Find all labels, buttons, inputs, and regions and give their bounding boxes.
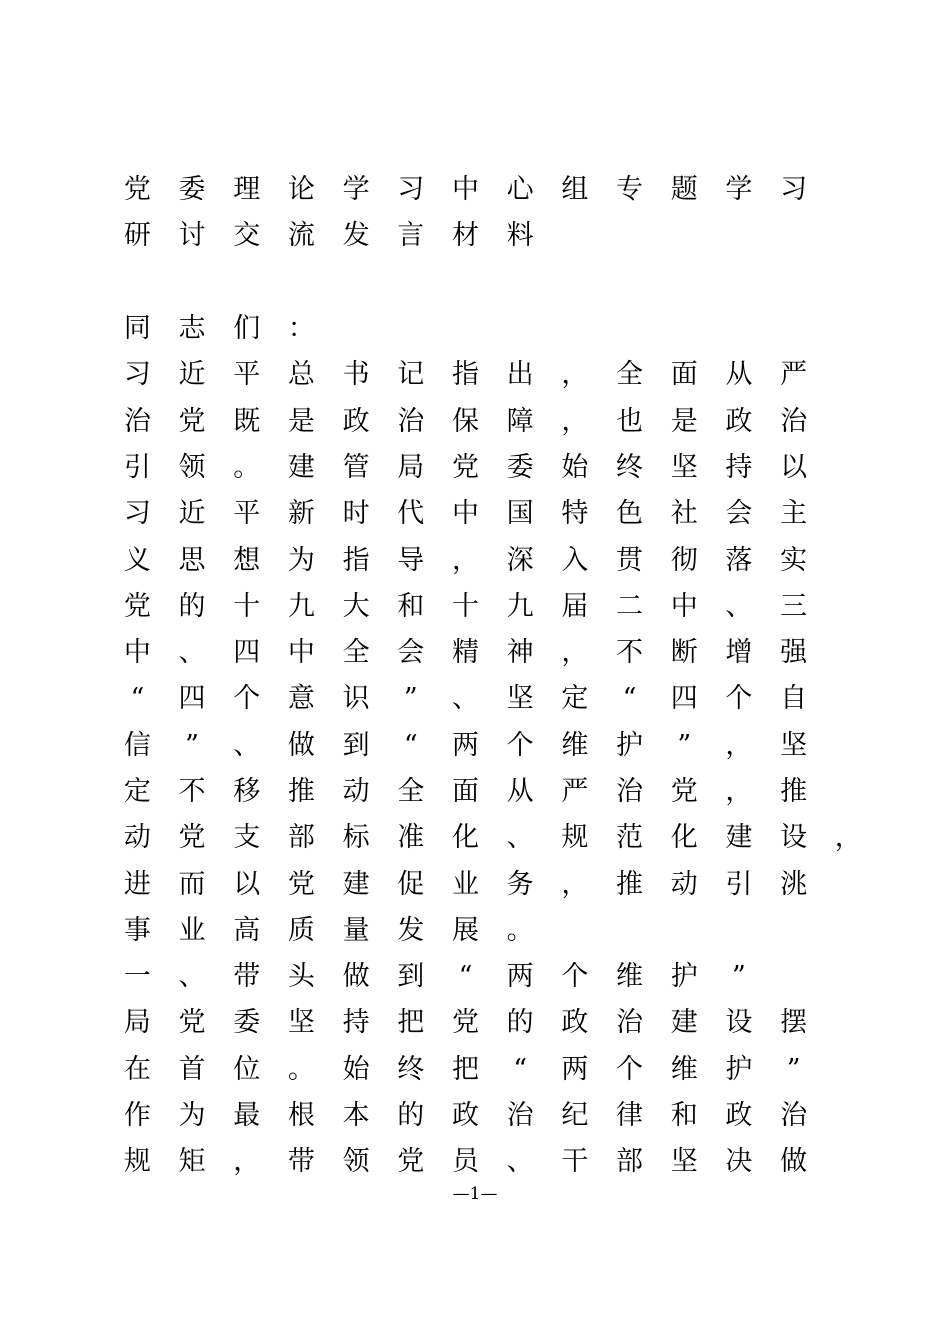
text-char: 把 [397, 1007, 425, 1039]
text-char: 。 [287, 1053, 315, 1085]
text-char: 带 [287, 1146, 315, 1178]
text-char: 、 [451, 683, 479, 715]
text-char: 坚 [287, 1007, 315, 1039]
text-char: 从 [725, 359, 753, 391]
text-char: 学 [725, 174, 753, 206]
text-char: 近 [178, 359, 206, 391]
text-char: 政 [561, 1007, 589, 1039]
text-char: 既 [233, 405, 261, 437]
text-char: 治 [397, 405, 425, 437]
text-char: 强 [780, 637, 808, 669]
text-char: ， [561, 868, 589, 900]
text-char: 是 [287, 405, 315, 437]
text-char: 坚 [670, 1146, 698, 1178]
body-line [110, 1047, 870, 1093]
text-char: 特 [561, 498, 589, 530]
text-char: 纪 [561, 1100, 589, 1132]
text-char: 材 [451, 220, 479, 252]
text-char: 九 [506, 590, 534, 622]
text-char: 全 [342, 637, 370, 669]
text-char: 为 [287, 544, 315, 576]
text-char: 政 [342, 405, 370, 437]
text-char: 个 [233, 683, 261, 715]
text-char: 同 [123, 313, 151, 345]
text-char: 志 [178, 313, 206, 345]
text-char: 中 [123, 637, 151, 669]
text-char: 理 [233, 174, 261, 206]
text-char: ” [403, 683, 418, 715]
text-char: 交 [233, 220, 261, 252]
text-char: 心 [506, 174, 534, 206]
text-char: 习 [123, 498, 151, 530]
body-line [110, 445, 870, 491]
text-char: 研 [123, 220, 151, 252]
text-char: 从 [506, 776, 534, 807]
text-char: 导 [397, 544, 425, 576]
text-char: 、 [178, 961, 206, 993]
text-char: 义 [123, 544, 151, 576]
text-char: 务 [506, 868, 534, 900]
text-char: 持 [342, 1007, 370, 1039]
text-char: ， [561, 637, 589, 669]
text-char: 们 [233, 313, 261, 345]
text-char: 业 [451, 868, 479, 900]
text-char: 平 [233, 498, 261, 530]
text-char: 作 [123, 1100, 151, 1132]
text-char: 面 [670, 359, 698, 391]
text-char: 、 [506, 1146, 534, 1178]
text-char: 部 [287, 822, 315, 854]
text-char: 管 [342, 451, 370, 483]
text-char: 十 [451, 590, 479, 622]
body-line [110, 260, 870, 306]
text-char: 推 [287, 776, 315, 807]
text-char: 、 [178, 637, 206, 669]
text-char: 个 [725, 683, 753, 715]
text-char: 新 [287, 498, 315, 530]
text-char: 学 [342, 174, 370, 206]
text-char: ， [725, 729, 753, 761]
text-char: 入 [561, 544, 589, 576]
text-char: 范 [616, 822, 644, 854]
text-char: 党 [123, 174, 151, 206]
text-char: 记 [397, 359, 425, 391]
text-char: 首 [178, 1053, 206, 1085]
text-char: 三 [780, 590, 808, 622]
text-char: 指 [342, 544, 370, 576]
document-text [110, 167, 870, 1186]
text-char: 动 [670, 868, 698, 900]
text-char: ： [287, 313, 315, 345]
text-char: 题 [670, 174, 698, 206]
text-char: 中 [451, 498, 479, 530]
text-char: 国 [506, 498, 534, 530]
text-char: 治 [506, 1100, 534, 1132]
text-char: 定 [123, 776, 151, 807]
text-char: 政 [451, 1100, 479, 1132]
text-char: 言 [397, 220, 425, 252]
text-char: 色 [616, 498, 644, 530]
text-char: 建 [287, 451, 315, 483]
text-char: 维 [616, 961, 644, 993]
text-char: 习 [123, 359, 151, 391]
text-char: 党 [451, 451, 479, 483]
text-char: 始 [561, 451, 589, 483]
body-line [110, 908, 870, 954]
text-char: 定 [561, 683, 589, 715]
body-line [110, 1093, 870, 1139]
text-char: 四 [670, 683, 698, 715]
text-char: 局 [123, 1007, 151, 1039]
text-char: 指 [451, 359, 479, 391]
text-char: ， [834, 822, 862, 854]
text-char: 时 [342, 498, 370, 530]
text-char: 两 [451, 729, 479, 761]
text-char: 量 [342, 914, 370, 946]
text-char: 护 [725, 1053, 753, 1085]
text-char: 会 [725, 498, 753, 530]
text-char: 干 [561, 1146, 589, 1178]
text-char: 思 [178, 544, 206, 576]
text-char: “ [403, 729, 418, 761]
text-char: 中 [670, 590, 698, 622]
text-char: 十 [233, 590, 261, 622]
text-char: 习 [780, 174, 808, 206]
text-char: 二 [616, 590, 644, 622]
text-char: 治 [616, 1007, 644, 1039]
text-char: 把 [451, 1053, 479, 1085]
text-char: ， [561, 405, 589, 437]
text-char: 大 [342, 590, 370, 622]
text-char: 治 [616, 776, 644, 807]
text-char: 律 [616, 1100, 644, 1132]
text-char: 党 [178, 822, 206, 854]
text-char: 断 [670, 637, 698, 669]
text-char: 推 [780, 776, 808, 807]
text-char: 也 [616, 405, 644, 437]
text-char: 治 [780, 405, 808, 437]
text-char: 建 [670, 1007, 698, 1039]
text-char: 引 [123, 451, 151, 483]
text-char: 发 [342, 220, 370, 252]
text-char: 以 [233, 868, 261, 900]
body-line [110, 815, 870, 861]
text-char: 设 [780, 822, 808, 854]
text-char: 近 [178, 498, 206, 530]
text-char: 党 [178, 405, 206, 437]
text-char: 全 [616, 359, 644, 391]
text-char: 做 [342, 961, 370, 993]
text-char: 会 [397, 637, 425, 669]
text-char: 贯 [616, 544, 644, 576]
text-char: 部 [616, 1146, 644, 1178]
text-char: “ [130, 683, 145, 715]
text-char: 建 [725, 822, 753, 854]
text-char: 、 [506, 822, 534, 854]
text-char: 支 [233, 822, 261, 854]
text-char: 组 [561, 174, 589, 206]
text-char: 主 [780, 498, 808, 530]
text-char: 维 [561, 729, 589, 761]
body-line [110, 861, 870, 907]
text-char: 委 [506, 451, 534, 483]
text-char: 终 [397, 1053, 425, 1085]
text-char: 不 [616, 637, 644, 669]
text-char: 准 [397, 822, 425, 854]
text-char: 严 [561, 776, 589, 807]
text-char: ” [786, 1053, 801, 1085]
text-char: 的 [506, 1007, 534, 1039]
text-char: 化 [670, 822, 698, 854]
text-char: 护 [616, 729, 644, 761]
text-char: 到 [397, 961, 425, 993]
text-char: 和 [397, 590, 425, 622]
text-char: 社 [670, 498, 698, 530]
text-char: 动 [342, 776, 370, 807]
text-char: 终 [616, 451, 644, 483]
text-char: 持 [725, 451, 753, 483]
text-char: 始 [342, 1053, 370, 1085]
text-char: “ [513, 1053, 528, 1085]
text-char: 建 [342, 868, 370, 900]
text-char: 做 [287, 729, 315, 761]
text-char: 书 [342, 359, 370, 391]
text-char: “ [458, 961, 473, 993]
text-char: 政 [725, 405, 753, 437]
text-char: 事 [123, 914, 151, 946]
text-char: 和 [670, 1100, 698, 1132]
text-char: 本 [342, 1100, 370, 1132]
text-char: 位 [233, 1053, 261, 1085]
body-line [110, 1000, 870, 1046]
text-char: 中 [287, 637, 315, 669]
text-char: 党 [670, 776, 698, 807]
text-char: ， [725, 776, 753, 807]
body-line [110, 1139, 870, 1185]
text-char: 严 [780, 359, 808, 391]
body-line [110, 306, 870, 352]
text-char: 总 [287, 359, 315, 391]
text-char: 信 [123, 729, 151, 761]
text-char: 做 [780, 1146, 808, 1178]
text-char: 治 [780, 1100, 808, 1132]
text-char: 推 [616, 868, 644, 900]
text-char: 个 [561, 961, 589, 993]
title-line [110, 213, 870, 259]
body-line [110, 723, 870, 769]
text-char: 意 [287, 683, 315, 715]
text-char: 党 [287, 868, 315, 900]
body-line [110, 491, 870, 537]
text-char: ， [561, 359, 589, 391]
text-char: 增 [725, 637, 753, 669]
body-line [110, 676, 870, 722]
text-char: ” [677, 729, 692, 761]
text-char: 讨 [178, 220, 206, 252]
text-char: 到 [342, 729, 370, 761]
text-char: 移 [233, 776, 261, 807]
text-char: 领 [342, 1146, 370, 1178]
text-char: 专 [616, 174, 644, 206]
text-char: 委 [233, 1007, 261, 1039]
title-line [110, 167, 870, 213]
text-char: 。 [506, 914, 534, 946]
text-char: 。 [233, 451, 261, 483]
text-char: 一 [123, 961, 151, 993]
text-char: 落 [725, 544, 753, 576]
text-char: 为 [178, 1100, 206, 1132]
text-char: 习 [397, 174, 425, 206]
text-char: 面 [451, 776, 479, 807]
body-line [110, 769, 870, 815]
text-char: ” [185, 729, 199, 761]
text-char: 想 [233, 544, 261, 576]
text-char: 根 [287, 1100, 315, 1132]
text-char: 最 [233, 1100, 261, 1132]
text-char: 规 [123, 1146, 151, 1178]
text-char: 规 [561, 822, 589, 854]
text-char: 障 [506, 405, 534, 437]
page-number: —1— [452, 1184, 498, 1204]
text-char: 业 [178, 914, 206, 946]
text-char: ， [451, 544, 479, 576]
text-char: 委 [178, 174, 206, 206]
text-char: 出 [506, 359, 534, 391]
text-char: 坚 [506, 683, 534, 715]
text-char: 、 [725, 590, 753, 622]
text-char: 以 [780, 451, 808, 483]
text-char: 发 [397, 914, 425, 946]
text-char: 九 [287, 590, 315, 622]
text-char: 护 [670, 961, 698, 993]
text-char: 头 [287, 961, 315, 993]
text-char: 中 [451, 174, 479, 206]
text-char: 两 [506, 961, 534, 993]
text-char: 流 [287, 220, 315, 252]
text-char: 坚 [780, 729, 808, 761]
text-char: 标 [342, 822, 370, 854]
text-char: 决 [725, 1146, 753, 1178]
body-line [110, 954, 870, 1000]
text-char: 自 [780, 683, 808, 715]
text-char: 神 [506, 637, 534, 669]
text-char: 引 [725, 868, 753, 900]
text-char: 精 [451, 637, 479, 669]
text-char: 促 [397, 868, 425, 900]
body-line [110, 584, 870, 630]
body-line [110, 537, 870, 583]
text-char: 平 [233, 359, 261, 391]
text-char: 的 [397, 1100, 425, 1132]
text-char: 在 [123, 1053, 151, 1085]
text-char: 矩 [178, 1146, 206, 1178]
text-char: 带 [233, 961, 261, 993]
text-char: 保 [451, 405, 479, 437]
text-char: 设 [725, 1007, 753, 1039]
text-char: 深 [506, 544, 534, 576]
text-char: 展 [451, 914, 479, 946]
body-line [110, 630, 870, 676]
text-char: 而 [178, 868, 206, 900]
text-char: 坚 [670, 451, 698, 483]
text-char: 摆 [780, 1007, 808, 1039]
text-char: 员 [451, 1146, 479, 1178]
text-char: “ [622, 683, 637, 715]
text-char: 是 [670, 405, 698, 437]
body-line [110, 398, 870, 444]
text-char: 全 [397, 776, 425, 807]
text-char: 党 [451, 1007, 479, 1039]
text-char: 政 [725, 1100, 753, 1132]
text-char: 四 [178, 683, 206, 715]
text-char: 彻 [670, 544, 698, 576]
text-char: 质 [287, 914, 315, 946]
text-char: 高 [233, 914, 261, 946]
text-char: 实 [780, 544, 808, 576]
text-char: 领 [178, 451, 206, 483]
text-char: ” [732, 961, 746, 993]
text-char: 代 [397, 498, 425, 530]
text-char: 两 [561, 1053, 589, 1085]
text-char: 、 [233, 729, 261, 761]
text-char: 维 [670, 1053, 698, 1085]
text-char: 进 [123, 868, 151, 900]
text-char: 治 [123, 405, 151, 437]
text-char: 的 [178, 590, 206, 622]
text-char: 料 [506, 220, 534, 252]
text-char: 动 [123, 822, 151, 854]
text-char: 个 [616, 1053, 644, 1085]
text-char: ， [233, 1146, 261, 1178]
text-char: 党 [397, 1146, 425, 1178]
body-line [110, 352, 870, 398]
text-char: 局 [397, 451, 425, 483]
text-char: 不 [178, 776, 206, 807]
text-char: 洮 [780, 868, 808, 900]
text-char: 届 [561, 590, 589, 622]
text-char: 识 [342, 683, 370, 715]
text-char: 个 [506, 729, 534, 761]
text-char: 四 [233, 637, 261, 669]
text-char: 党 [123, 590, 151, 622]
text-char: 论 [287, 174, 315, 206]
text-char: 化 [451, 822, 479, 854]
text-char: 党 [178, 1007, 206, 1039]
